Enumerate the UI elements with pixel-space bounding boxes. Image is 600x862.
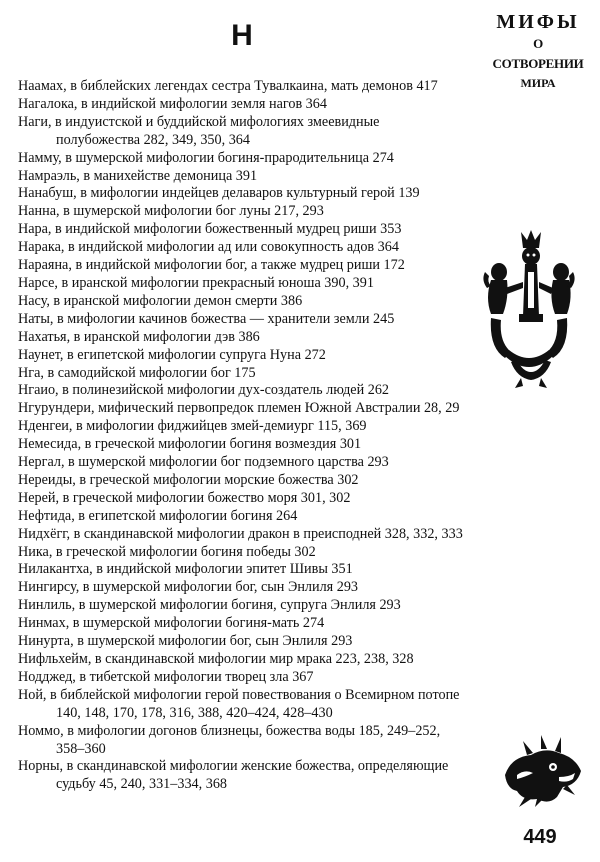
index-entry: Нараяна, в индийской мифологии бог, а также мудрец риши 172 <box>18 257 405 274</box>
index-entry: Наамах, в библейских легендах сестра Тувалкаина, мать демонов 417 <box>18 78 438 94</box>
index-entry: Наги, в индуистской и буддийской мифологиях змеевидные полубожества 282, 349, 350, 364 <box>18 113 380 148</box>
index-entry: Нга, в самодийской мифологии бог 175 <box>18 364 256 381</box>
header-title-line1: МИФЫ <box>496 11 580 33</box>
index-entry: Номмо, в мифологии догонов близнецы, божества воды 185, 249–252, 358–360 <box>18 722 441 757</box>
index-entry: Нингирсу, в шумерской мифологии бог, сын Энлиля 293 <box>18 579 359 596</box>
index-entry: Нанабуш, в мифологии индейцев делаваров культурный герой 139 <box>18 185 420 202</box>
section-letter: Н <box>231 19 253 52</box>
dragon-head-ornament-icon <box>497 735 585 807</box>
index-entry: Нилакантха, в индийской мифологии эпитет Шивы 351 <box>18 561 353 578</box>
index-entry: Ной, в библейской мифологии герой повествования о Всемирном потопе 140, 148, 170, 178, 316, 388, 420–424, 428–430 <box>18 686 460 721</box>
index-entry: Нагалока, в индийской мифологии земля нагов 364 <box>18 95 327 112</box>
index-entry: Нодджед, в тибетской мифологии творец зла 367 <box>18 668 314 685</box>
index-entry: Нденгеи, в мифологии фиджийцев змей-демиург 115, 369 <box>18 418 367 435</box>
index-entry: Наунет, в египетской мифологии супруга Нуна 272 <box>18 346 326 363</box>
index-entry: Наты, в мифологии качинов божества — хранители земли 245 <box>18 310 395 327</box>
running-header <box>488 10 588 92</box>
index-entry: Нифльхейм, в скандинавской мифологии мир мрака 223, 238, 328 <box>18 651 414 667</box>
index-entry: Нинлиль, в шумерской мифологии богиня, супруга Энлиля 293 <box>18 597 401 614</box>
header-title-line3: МИРА <box>520 76 556 90</box>
index-entry: Нара, в индийской мифологии божественный мудрец риши 353 <box>18 221 402 238</box>
header-title-line2: О СОТВОРЕНИИ <box>492 36 584 71</box>
index-entry: Ника, в греческой мифологии богиня победы 302 <box>18 543 316 560</box>
index-entry: Насу, в иранской мифологии демон смерти 386 <box>18 292 303 309</box>
guardian-figure-ornament-icon <box>481 228 577 388</box>
index-entry: Намраэль, в манихействе демоница 391 <box>18 167 258 184</box>
page-number: 449 <box>523 826 557 848</box>
index-entry: Нарсе, в иранской мифологии прекрасный юноша 390, 391 <box>18 274 374 291</box>
index-entry: Нерей, в греческой мифологии божество моря 301, 302 <box>18 489 351 506</box>
index-entry: Нанна, в шумерской мифологии бог луны 217, 293 <box>18 203 324 220</box>
index-entry: Нинмах, в шумерской мифологии богиня-мать 274 <box>18 615 325 632</box>
index-entry: Нереиды, в греческой мифологии морские божества 302 <box>18 471 359 488</box>
index-entry: Намму, в шумерской мифологии богиня-прародительница 274 <box>18 149 394 166</box>
index-entry: Нидхёгг, в скандинавской мифологии дракон в преисподней 328, 332, 333 <box>18 525 463 542</box>
index-entry: Норны, в скандинавской мифологии женские божества, определяющие судьбу 45, 240, 331–334, 368 <box>18 758 449 793</box>
index-entry: Нарака, в индийской мифологии ад или совокупность адов 364 <box>18 239 399 256</box>
index-entry: Нахатья, в иранской мифологии дэв 386 <box>18 328 260 345</box>
index-entry: Нгурундери, мифический первопредок племен Южной Австралии 28, 29 <box>18 400 460 417</box>
index-entries <box>18 78 466 794</box>
index-entry: Нефтида, в египетской мифологии богиня 264 <box>18 507 298 524</box>
index-entry: Немесида, в греческой мифологии богиня возмездия 301 <box>18 436 362 453</box>
index-entry: Нергал, в шумерской мифологии бог подземного царства 293 <box>18 454 389 471</box>
index-entry: Нинурта, в шумерской мифологии бог, сын Энлиля 293 <box>18 633 353 650</box>
index-entry: Нгаио, в полинезийской мифологии дух-создатель людей 262 <box>18 382 390 399</box>
